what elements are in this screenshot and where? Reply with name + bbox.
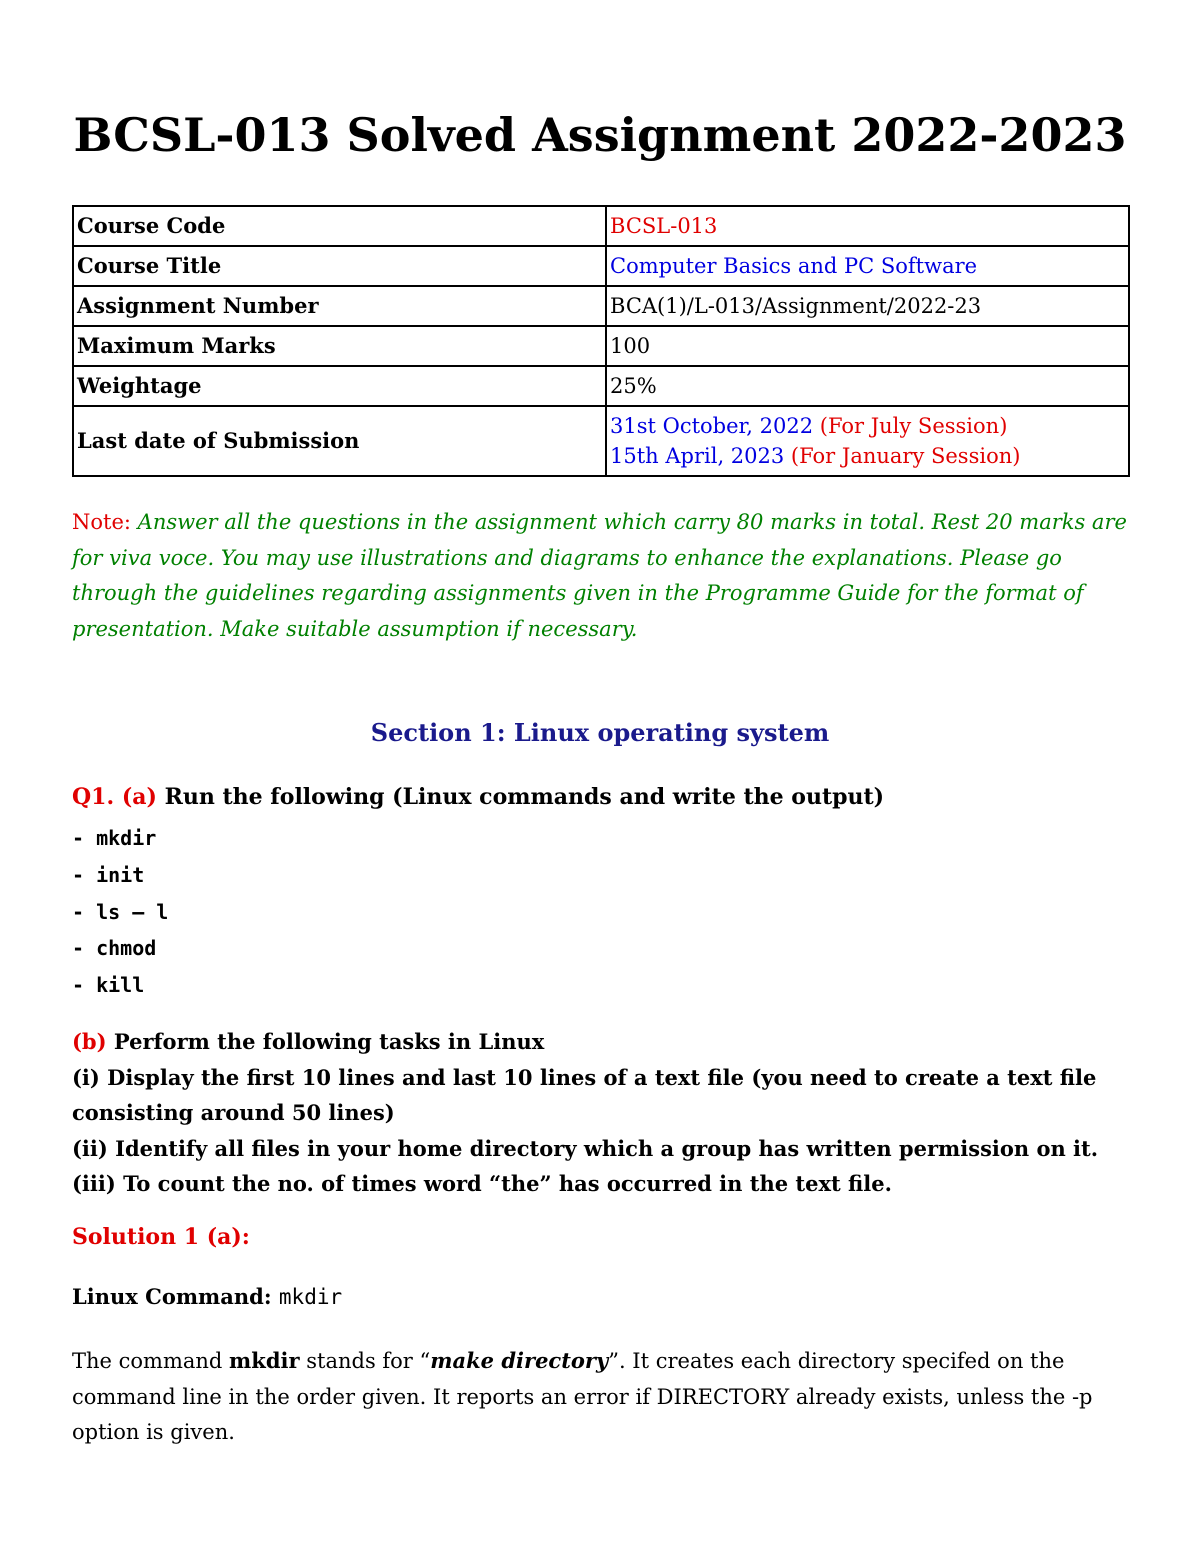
section-heading: Section 1: Linux operating system: [370, 718, 830, 747]
note-label: Note:: [72, 510, 131, 534]
course-code-value: BCSL-013: [606, 206, 1129, 246]
para-cmd: mkdir: [229, 1348, 300, 1373]
date-january-session: (For January Session): [790, 444, 1021, 468]
date-line-january: [610, 441, 1125, 471]
document-title: BCSL-013 Solved Assignment 2022-2023: [73, 108, 1127, 162]
assignment-number-value: BCA(1)/L-013/Assignment/2022-23: [606, 286, 1129, 326]
course-title-label: Course Title: [73, 246, 606, 286]
command-list: [72, 820, 168, 1004]
table-row: [73, 246, 1129, 286]
question-1a: [72, 784, 884, 810]
course-title-value: Computer Basics and PC Software: [606, 246, 1129, 286]
command-label: Linux Command:: [72, 1284, 272, 1309]
para-mid: stands for: [306, 1349, 413, 1373]
date-january: 15th April, 2023: [610, 444, 785, 468]
date-line-july: [610, 411, 1125, 441]
solution-heading: Solution 1 (a):: [72, 1224, 250, 1250]
max-marks-value: 100: [606, 326, 1129, 366]
note-text: Answer all the questions in the assignment which carry 80 marks in total. Rest 20 marks are for viva voce. You may use illustrations and diagrams to enhance the explanations. Please go through the guidelines regarding assignments given in the Programme Guide for the format of presentation. Make suitable assumption if necessary.: [72, 510, 1127, 641]
q1b-text: Perform the following tasks in Linux: [113, 1029, 545, 1054]
weightage-value: 25%: [606, 366, 1129, 406]
q1a-text: Run the following (Linux commands and write the output): [164, 784, 885, 810]
max-marks-label: Maximum Marks: [73, 326, 606, 366]
assignment-info-table: [72, 205, 1130, 477]
table-row: [73, 406, 1129, 476]
q1-label: Q1.: [72, 784, 115, 810]
para-emph: make directory: [430, 1348, 609, 1373]
table-row: [73, 206, 1129, 246]
table-row: [73, 286, 1129, 326]
command-name: mkdir: [278, 1285, 343, 1309]
para-close-quote: ”: [608, 1349, 619, 1373]
last-date-label: Last date of Submission: [73, 406, 606, 476]
para-open-quote: “: [419, 1349, 431, 1373]
task-item: (i) Display the first 10 lines and last 10 lines of a text file (you need to create a text file consisting around 50 lines): [72, 1064, 1097, 1125]
list-item: - chmod: [72, 936, 157, 961]
q1b-label: (b): [72, 1029, 107, 1054]
q1b-heading: [72, 1024, 1152, 1060]
date-july: 31st October, 2022: [610, 414, 814, 438]
list-item: - mkdir: [72, 826, 157, 850]
weightage-label: Weightage: [73, 366, 606, 406]
q1a-label: (a): [121, 784, 157, 810]
solution-paragraph: [72, 1343, 1132, 1451]
date-july-session: (For July Session): [819, 414, 1008, 438]
course-code-label: Course Code: [73, 206, 606, 246]
list-item: - kill: [72, 973, 145, 998]
list-item: - ls – l: [72, 899, 169, 924]
para-start: The command: [72, 1349, 223, 1373]
assignment-number-label: Assignment Number: [73, 286, 606, 326]
para-rest: . It creates each directory specifed on the command line in the order given. It reports an error if DIRECTORY already exists, unless the -p option is given.: [72, 1349, 1093, 1444]
task-item: (iii) To count the no. of times word “the” has occurred in the text file.: [72, 1171, 892, 1196]
table-row: [73, 326, 1129, 366]
task-item: (ii) Identify all files in your home directory which a group has written permission on it.: [72, 1135, 1099, 1161]
question-1b: [72, 1024, 1152, 1202]
list-item: - init: [72, 862, 145, 887]
linux-command-heading: [72, 1284, 342, 1309]
note-paragraph: [72, 505, 1142, 647]
table-row: [73, 366, 1129, 406]
last-date-value: [606, 406, 1129, 476]
